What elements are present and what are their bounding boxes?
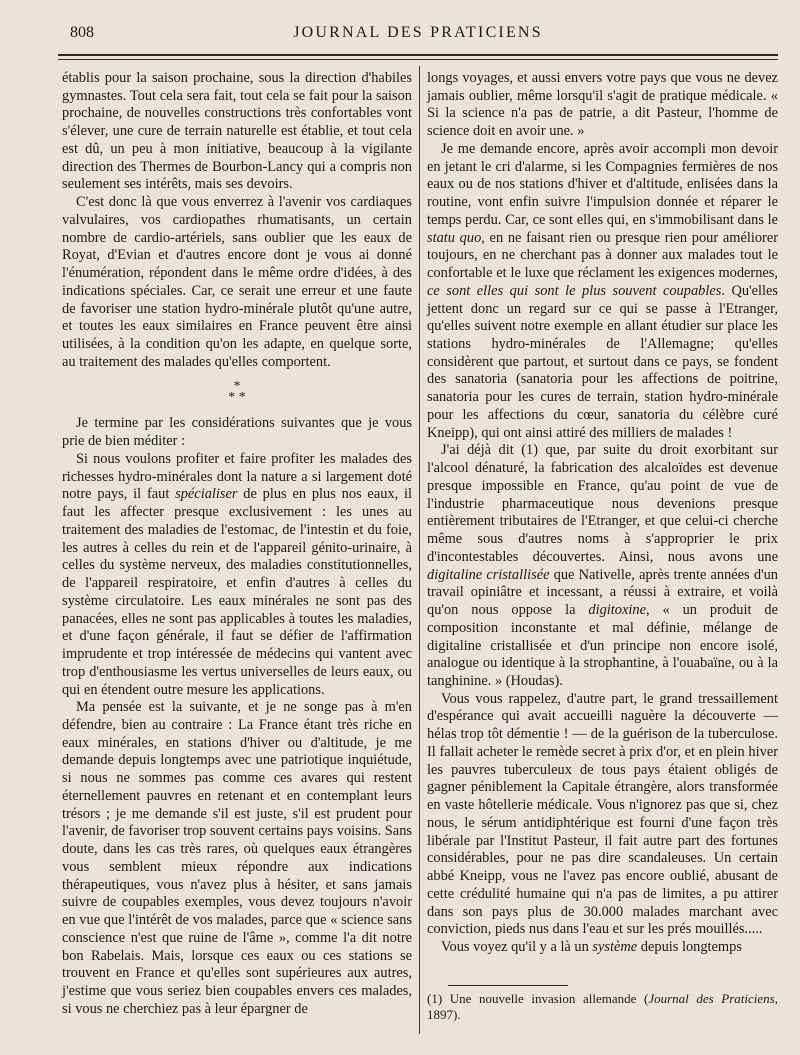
text-run: , en ne faisant rien ou presque rien pour améliorer toujours, en ne cherchant pas à donner aux malades tout le confortable et le luxe que réclament les exigences modernes, (427, 229, 778, 282)
paragraph: Ma pensée est la suivante, et je ne songe pas à m'en défendre, bien au contraire : La France étant très riche en eaux minérales, en stations d'hiver ou d'altitude, je me demande depuis longtemps avec une patriotique inquiétude, si nous ne sommes pas comme ces avares qui restent éternellement pauvres en retenant et en contemplant leurs trésors ; je me demande s'il est juste, s'il est prudent pour l'avenir, de favoriser trop souvent certains pays voisins. Sans doute, dans les cas très rares, où quelques eaux étrangères vous semblent mieux répondre aux indications thérapeutiques, vous n'avez plus à hésiter, et sans jamais suivre de coupables exemples, vous devez toujours n'avoir en vue que l'intérêt de vos malades, parce que « science sans conscience n'est que ruine de l'âme », comme l'a dit notre bon Rabelais. Mais, lorsque ces eaux ou ces stations se trouvent en France et qu'elles sont supérieures aux autres, j'estime que vous seriez bien coupables envers ces malades, si vous ne cherchiez pas à leur épargner de (62, 699, 412, 1017)
emphasis: digitaline cristallisée (427, 566, 550, 583)
paragraph (427, 141, 778, 442)
text-run: . Qu'elles jettent donc un regard sur ce qui se passe à l'Etranger, qu'elles suivent notre exemple en allant étudier sur place les stations hydro-minérales de l'Allemagne; qu'elles considèrent que partout, et surtout dans ce pays, se fondent des sanatoria (sanatoria pour les affections de poitrine, sanatoria pour les cures de terrain, station hydro-minérale pour les affections du cœur, sanatoria du célèbre curé Kneipp), qui ont ainsi attiré des milliers de malades ! (427, 282, 778, 441)
paragraph: Je termine par les considérations suivantes que je vous prie de bien méditer : (62, 415, 412, 450)
text-run: J'ai déjà dit (1) que, par suite du droit exorbitant sur l'alcool dénaturé, la fabrication des alcaloïdes est devenue presque impossible en France, qu'au point de vue de l'industrie pharmaceutique nous devenions presque entièrement tributaires de l'Etranger, et que celui-ci cherche même sous d'autres noms à s'approprier le prix d'incontestables découvertes. Ainsi, nous avons une (427, 442, 778, 565)
paragraph: Vous vous rappelez, d'autre part, le grand tressaillement d'espérance qui avait accueilli naguère la découverte — hélas trop tôt démentie ! — de la guérison de la tuberculose. Il fallait acheter le remède secret à prix d'or, et en plein hiver les pauvres tuberculeux de tous pays étaient obligés de gagner péniblement la Capitale étrangère, alors transformée en vaste hôtellerie médicale. Vous n'ignorez pas que si, chez nous, le sérum antidiphtérique est fourni d'une façon très libérale par l'Institut Pasteur, il fait autre part des fortunes considérables, pour ne pas dire scandaleuses. Un certain abbé Kneipp, vous ne l'avez pas encore oublié, abusant de cette crédulité humaine qui n'a pas de limites, a pu attirer dans son pays plus de 30.000 malades marchant avec conviction, pieds nus dans l'eau et sur les prés mouillés..... (427, 690, 778, 938)
journal-title: JOURNAL DES PRATICIENS (293, 24, 543, 41)
asterism-bottom: * * (228, 390, 246, 406)
footnote-emphasis: Journal des Praticiens (648, 991, 775, 1006)
emphasis: digitoxine (588, 602, 646, 619)
text-run: de plus en plus nos eaux, il faut les affecter presque exclusivement : les unes au traitement des maladies de l'estomac, de l'intestin et du foie, les autres à celles du rein et de l'appareil génito-urinaire, à celles du système nerveux, des maladies constitutionnelles, de l'appareil respiratoire, et enfin d'autres à celles du système circulatoire. Les eaux minérales ne sont pas des panacées, elles ne sont pas applicables à toutes les maladies, et d'une façon générale, il faut se défier de l'affirmation imprudente et trop intéressée de médecins qui vantent avec trop d'enthousiasme les vertus universelles de leurs eaux, ou qui en étendent outre mesure les applications. (62, 486, 412, 698)
header-rule-thick (58, 54, 778, 56)
footnote-rule (448, 985, 568, 986)
emphasis: système (592, 938, 638, 955)
text-run: Vous voyez qu'il y a là un (441, 938, 593, 955)
paragraph: établis pour la saison prochaine, sous la direction d'habiles gymnastes. Tout cela sera fait, tout cela se fait pour la saison prochaine, de nouvelles constructions très confortables vont s'élever, une cure de terrain naturelle est établie, et tout cela est dû, un peu à mon initiative, beaucoup à la vigilante direction des Thermes de Bourbon-Lancy qui a compris non seulement ses intérêts, mais ses devoirs. (62, 70, 412, 193)
emphasis: spécialiser (175, 486, 238, 503)
left-column (62, 70, 412, 1018)
footnote-text: (1) Une nouvelle invasion allemande ( (427, 991, 649, 1006)
paragraph (62, 451, 412, 699)
section-asterism (62, 379, 412, 406)
paragraph: C'est donc là que vous enverrez à l'avenir vos cardiaques valvulaires, vos cardiopathes rhumatisants, un certain nombre de cardio-artériels, sans oublier que les eaux de Royat, d'Evian et d'autres encore dont je vous ai donné l'énumération, répondent dans le même ordre d'idées, à des indications spéciales. Car, ce serait une erreur et une faute de favoriser une station hydro-minérale plutôt qu'une autre, et toutes les eaux similaires en France peuvent être ainsi utilisées, à la condition qu'on les adapte, en quelque sorte, au traitement des malades qu'elles comportent. (62, 194, 412, 370)
text-run: , « un produit de composition inconstante et mal définie, mélange de digitaline cristallisée et d'un principe non encore isolé, analogue ou identique à la strophantine, à l'ouabaïne, ou à la tanghinine. » (Houdas). (427, 602, 778, 689)
text-run: que Nativelle, après trente années d'un travail opiniâtre et incessant, a réussi à extraire, et voilà qu'on nous oppose la (427, 566, 778, 619)
text-run: Si nous voulons profiter et faire profiter les malades des richesses hydro-minérales dont la nature a si largement doté notre pays, il faut (62, 450, 412, 503)
paragraph: longs voyages, et aussi envers votre pays que vous ne devez jamais oublier, même lorsqu'il s'agit de pratique médicale. « Si la science n'a pas de patrie, a dit Pasteur, l'homme de science doit en avoir une. » (427, 70, 778, 140)
emphasis: statu quo (427, 229, 482, 246)
emphasis: ce sont elles qui sont le plus souvent coupables (427, 282, 722, 299)
footnote (427, 991, 778, 1023)
column-divider (419, 66, 420, 1034)
asterism-top: * (233, 379, 241, 395)
right-column (427, 70, 778, 957)
text-run: Je me demande encore, après avoir accompli mon devoir en jetant le cri d'alarme, si les Compagnies fermières de nos eaux ou de nos stations d'hiver et d'altitude, enlisées dans la routine, vont enfin suivre l'impulsion donnée et réparer le temps perdu. Car, ce sont elles qui, en s'immobilisant dans le (427, 140, 778, 228)
page-number: 808 (70, 24, 94, 41)
paragraph (427, 939, 778, 957)
paragraph (427, 442, 778, 690)
text-run: depuis longtemps (637, 938, 742, 955)
page-header (58, 24, 778, 46)
footnote-text: , 1897). (427, 991, 778, 1022)
header-rule-thin (58, 59, 778, 60)
